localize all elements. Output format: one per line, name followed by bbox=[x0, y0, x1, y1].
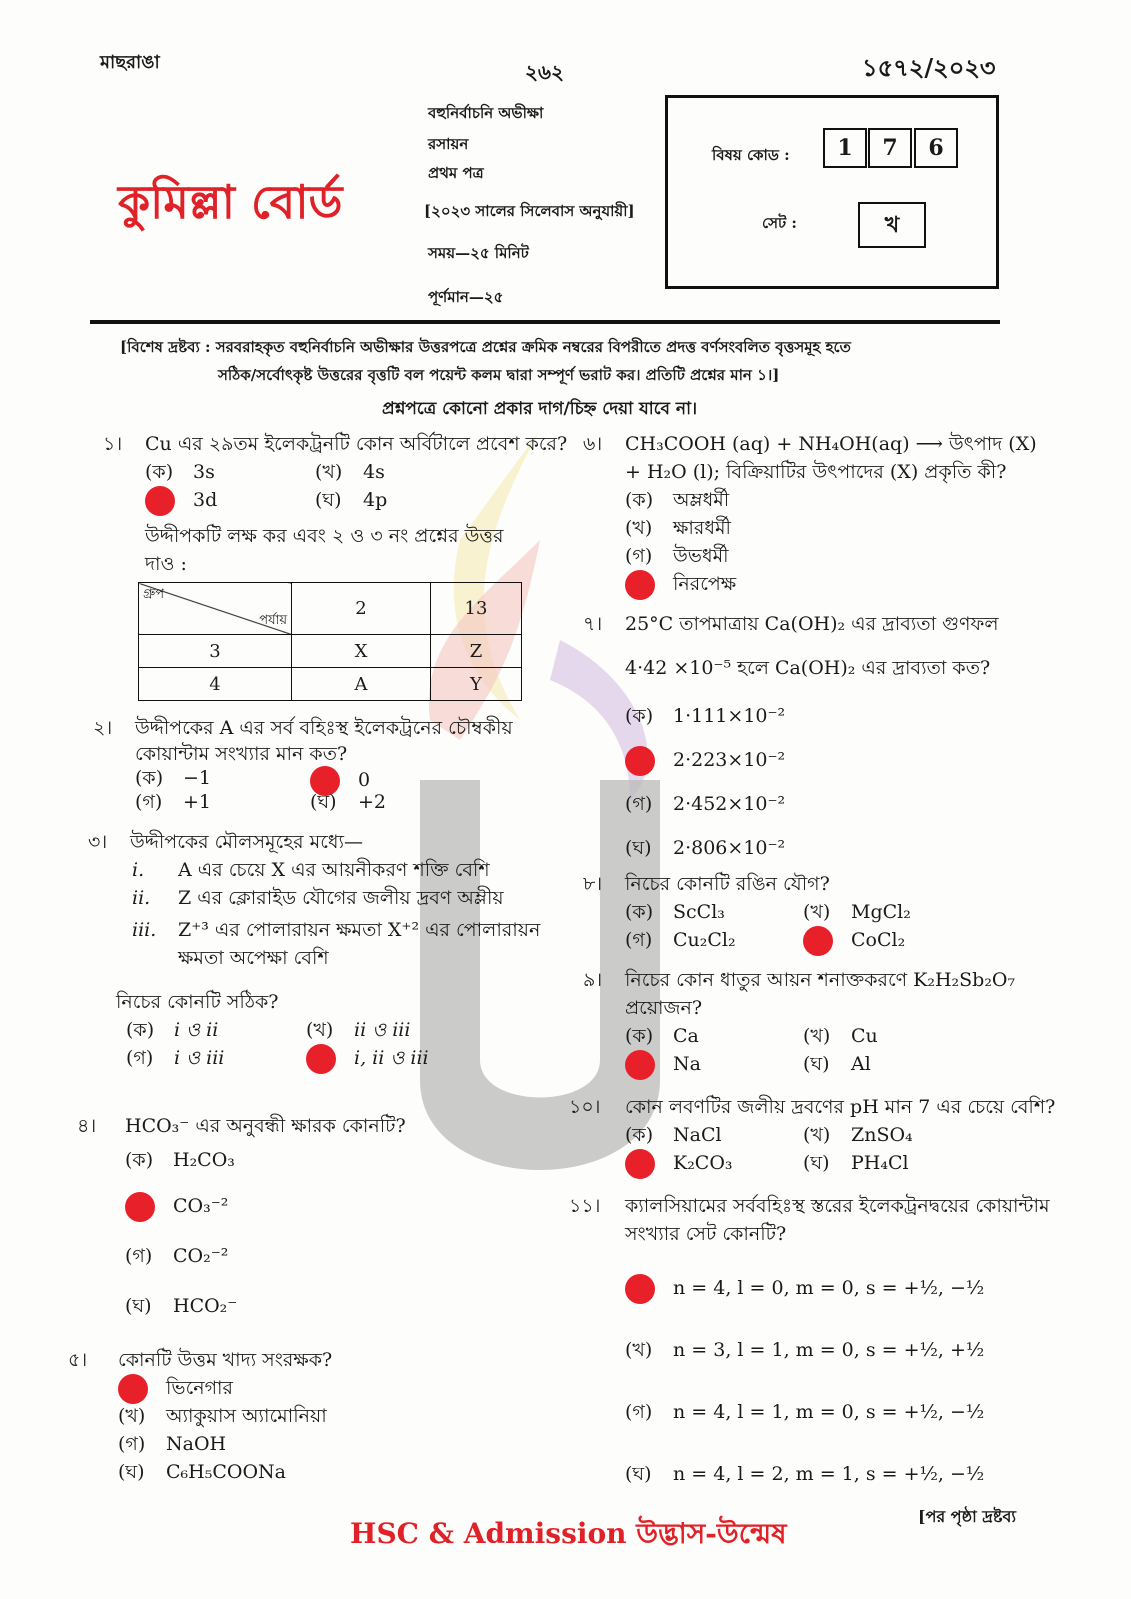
code-box bbox=[665, 95, 999, 289]
question-8: ৮। নিচের কোনটি রঙিন যৌগ? (ক) ScCl₃ (খ) MgCl₂ (গ) Cu₂Cl₂ CoCl₂ bbox=[625, 870, 1025, 954]
subject-code-digit: 6 bbox=[914, 128, 958, 168]
time-allowed: সময়—২৫ মিনিট bbox=[428, 244, 529, 262]
paper-name: প্রথম পত্র bbox=[428, 164, 484, 182]
answer-mark bbox=[625, 746, 655, 776]
instruction-line-3: প্রশ্নপত্রে কোনো প্রকার দাগ/চিহ্ন দেয়া যাবে না। bbox=[382, 399, 698, 419]
board-title: কুমিল্লা বোর্ড bbox=[118, 175, 343, 229]
next-page-note: [পর পৃষ্ঠা দ্রষ্টব্য bbox=[918, 1507, 1017, 1526]
question-11: ১১। ক্যালসিয়ামের সর্ববহিঃস্থ স্তরের ইলেকট্রনদ্বয়ের কোয়ান্টাম সংখ্যার সেট কোনটি? n = 4, l = 0, m = 0, s = +½, −½ (খ) n = 3, l = 1, m = 0, s = +½, +½ (গ) n = 4, l = 1, m = 0, s = +½, −½ (ঘ) n = 4, l = 2, m = 1, s = +½, −½ bbox=[569, 1195, 1050, 1485]
stimulus-text: উদ্দীপকটি লক্ষ কর এবং ২ ও ৩ নং প্রশ্নের উত্তর bbox=[145, 525, 504, 547]
publisher-name: মাছরাঙা bbox=[100, 52, 160, 73]
divider bbox=[90, 320, 1000, 324]
answer-mark bbox=[625, 1274, 655, 1304]
question-6: ৬। CH₃COOH (aq) + NH₄OH(aq) ⟶ উৎপাদ (X) + H₂O (l); বিক্রিয়াটির উৎপাদের (X) প্রকৃতি কী? (ক) অম্লধর্মী (খ) ক্ষারধর্মী (গ) উভধর্মী নিরপেক্ষ bbox=[625, 430, 1025, 598]
question-9: ৯। নিচের কোন ধাতুর আয়ন শনাক্তকরণে K₂H₂Sb₂O₇ প্রয়োজন? (ক) Ca (খ) Cu Na (ঘ) Al bbox=[625, 966, 1025, 1078]
question-2: ২। উদ্দীপকের A এর সর্ব বহিঃস্থ ইলেকট্রনের চৌম্বকীয় কোয়ান্টাম সংখ্যার মান কত? (ক) −1 0 (গ) +1 (ঘ) +2 bbox=[93, 717, 513, 813]
answer-mark bbox=[125, 1192, 155, 1222]
answer-mark bbox=[625, 1050, 655, 1080]
reference-code: ১৫৭২/২০২৩ bbox=[862, 53, 996, 82]
answer-mark bbox=[625, 570, 655, 600]
set-value: খ bbox=[858, 202, 926, 248]
syllabus-note: [২০২৩ সালের সিলেবাস অনুযায়ী] bbox=[424, 202, 635, 220]
question-7: ৭। 25°C তাপমাত্রায় Ca(OH)₂ এর দ্রাব্যতা গুণফল 4·42 ×10⁻⁵ হলে Ca(OH)₂ এর দ্রাব্যতা কত? (ক) 1·111×10⁻² 2·223×10⁻² (গ) 2·452×10⁻² (ঘ) 2·806×10⁻² bbox=[583, 613, 999, 859]
instruction-line-2: সঠিক/সর্বোৎকৃষ্ট উত্তরের বৃত্তটি বল পয়েন্ট কলম দ্বারা সম্পূর্ণ ভরাট কর। প্রতিটি প্রশ্নের মান ১।] bbox=[218, 366, 780, 384]
question-4: ৪। HCO₃⁻ এর অনুবন্ধী ক্ষারক কোনটি? (ক) H₂CO₃ CO₃⁻² (গ) CO₂⁻² (ঘ) HCO₂⁻ bbox=[77, 1115, 406, 1317]
answer-mark bbox=[145, 486, 175, 516]
set-label: সেট : bbox=[762, 214, 797, 232]
question-10: ১০। কোন লবণটির জলীয় দ্রবণের pH মান 7 এর চেয়ে বেশি? (ক) NaCl (খ) ZnSO₄ K₂CO₃ (ঘ) PH₄Cl bbox=[625, 1093, 1025, 1177]
full-marks: পূর্ণমান—২৫ bbox=[428, 288, 504, 306]
answer-mark bbox=[625, 1149, 655, 1179]
question-3: ৩। উদ্দীপকের মৌলসমূহের মধ্যে— i. A এর চেয়ে X এর আয়নীকরণ শক্তি বেশি ii. Z এর ক্লোরাইড যৌগের জলীয় দ্রবণ অম্লীয় iii. Z⁺³ এর পোলারায়ন ক্ষমতা X⁺² এর পোলারায়ন ক্ষমতা অপেক্ষা বেশি নিচের কোনটি সঠিক? (ক) i ও ii (খ) ii ও iii (গ) i ও iii i, ii ও iii bbox=[130, 828, 550, 1072]
subject-code-digit: 1 bbox=[823, 128, 867, 168]
question-1: ১। Cu এর ২৯তম ইলেকট্রনটি কোন অর্বিটালে প্রবেশ করে? (ক) 3s (খ) 4s 3d (ঘ) 4p উদ্দীপকটি লক্ষ কর এবং ২ ও ৩ নং প্রশ্নের উত্তর দাও : bbox=[103, 433, 568, 575]
page-number: ২৬২ bbox=[525, 60, 565, 84]
question-5: ৫। কোনটি উত্তম খাদ্য সংরক্ষক? ভিনেগার (খ) অ্যাকুয়াস অ্যামোনিয়া (গ) NaOH (ঘ) C₆H₅COONa bbox=[68, 1349, 333, 1483]
footer-brand: HSC & Admission উদ্ভাস-উন্মেষ bbox=[350, 1517, 787, 1550]
exam-type: বহুনির্বাচনি অভীক্ষা bbox=[428, 104, 544, 122]
answer-mark bbox=[803, 926, 833, 956]
instruction-line-1: [বিশেষ দ্রষ্টব্য : সরবরাহকৃত বহুনির্বাচনি অভীক্ষার উত্তরপত্রে প্রশ্নের ক্রমিক নম্বরের বিপরীতে প্রদত্ত বর্ণসংবলিত বৃত্তসমূহ হতে bbox=[120, 338, 851, 356]
subject-code-label: বিষয় কোড : bbox=[712, 146, 790, 164]
answer-mark bbox=[306, 1044, 336, 1074]
subject-name: রসায়ন bbox=[428, 135, 469, 153]
answer-mark bbox=[118, 1374, 148, 1404]
subject-code-digit: 7 bbox=[868, 128, 912, 168]
stimulus-table: গ্রুপ পর্যায় 2 13 3 X Z 4 A Y bbox=[138, 582, 522, 701]
